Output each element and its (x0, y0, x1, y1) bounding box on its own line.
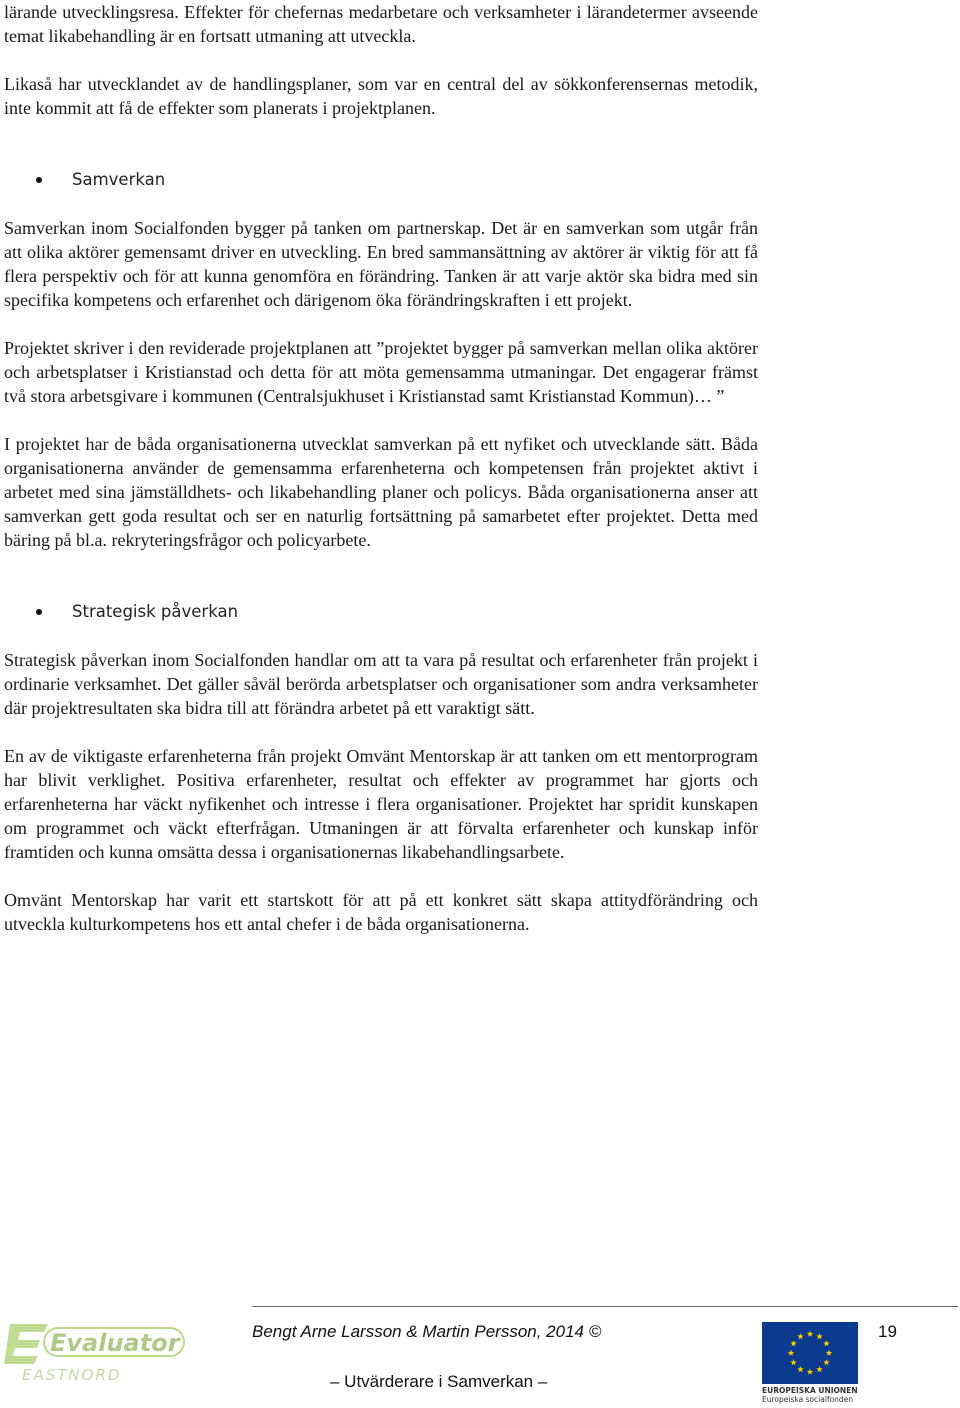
paragraph-gap (4, 144, 758, 168)
heading-label: Strategisk påverkan (72, 602, 239, 621)
evaluator-logo-subtext: EASTNORD (22, 1366, 122, 1384)
paragraph: Strategisk påverkan inom Socialfonden handlar om att ta vara på resultat och erfarenheter från projekt i ordinarie verksamhet. Det gäller såväl berörda arbetsplatser och organisationer som andra verksamheter där projektresultaten ska bidra till att förändra arbetet på ett varaktigt sätt. (4, 650, 758, 718)
bullet-icon (36, 609, 42, 615)
footer-authors (252, 1322, 601, 1342)
paragraph-gap (4, 48, 758, 72)
evaluator-logo (4, 1318, 190, 1388)
paragraph-gap (4, 552, 758, 576)
document-page (4, 0, 758, 936)
footer-subtitle: – Utvärderare i Samverkan – (330, 1372, 548, 1391)
paragraph-gap (4, 312, 758, 336)
copyright-icon: © (588, 1322, 602, 1341)
footer-authors-text: Bengt Arne Larsson & Martin Persson, 2014 (252, 1322, 584, 1341)
paragraph: Projektet skriver i den reviderade projektplanen att ”projektet bygger på samverkan mellan olika aktörer och arbetsplatser i Kristianstad och detta för att möta gemensamma utmaningar. Det engagerar främst två stora arbetsgivare i kommunen (Centralsjukhuset i Kristianstad samt Kristianstad Kommun)… ” (4, 338, 758, 406)
paragraph: Omvänt Mentorskap har varit ett startskott för att på ett konkret sätt skapa attitydförändring och utveckla kulturkompetens hos ett antal chefer i de båda organisationerna. (4, 890, 758, 934)
paragraph-gap (4, 576, 758, 600)
paragraph-gap (4, 720, 758, 744)
paragraph-gap (4, 624, 758, 648)
paragraph: En av de viktigaste erfarenheterna från projekt Omvänt Mentorskap är att tanken om ett mentorprogram har blivit verklighet. Positiva erfarenheter, resultat och effekter av programmet har gjorts och erfarenheterna har väckt nyfikenhet och intresse i flera organisationer. Projektet har spridit kunskapen om programmet och väckt efterfrågan. Utmaningen är att förvalta erfarenheter och kunskap inför framtiden och kunna omsätta dessa i organisationernas likabehandlingsarbete. (4, 746, 758, 862)
page-number: 19 (878, 1322, 897, 1341)
paragraph-gap (4, 408, 758, 432)
paragraph-gap (4, 192, 758, 216)
paragraph: lärande utvecklingsresa. Effekter för chefernas medarbetare och verksamheter i lärandetermer avseende temat likabehandling är en fortsatt utmaning att utveckla. (4, 2, 758, 46)
footer-divider (252, 1306, 958, 1307)
paragraph: Likaså har utvecklandet av de handlingsplaner, som var en central del av sökkonferensernas metodik, inte kommit att få de effekter som planerats i projektplanen. (4, 74, 758, 118)
paragraph-gap (4, 120, 758, 144)
bullet-icon (36, 177, 42, 183)
eu-flag-icon (762, 1322, 858, 1384)
paragraph: Samverkan inom Socialfonden bygger på tanken om partnerskap. Det är en samverkan som utgår från att olika aktörer gemensamt driver en utveckling. En bred sammansättning av aktörer är viktig för att få flera perspektiv och för att kunna genomföra en förändring. Tanken är att varje aktör ska bidra med sin specifika kompetens och erfarenhet och därigenom öka förändringskraften i ett projekt. (4, 218, 758, 310)
eu-logo (762, 1322, 858, 1402)
eu-caption (762, 1386, 858, 1404)
heading-label: Samverkan (72, 170, 166, 189)
evaluator-logo-text: Evaluator (50, 1329, 180, 1357)
section-heading-strategisk-paverkan (4, 600, 758, 624)
paragraph-gap (4, 864, 758, 888)
eu-caption-line2: Europeiska socialfonden (762, 1395, 854, 1404)
paragraph: I projektet har de båda organisationerna utvecklat samverkan på ett nyfiket och utvecklande sätt. Båda organisationerna använder de gemensamma erfarenheterna och kompetensen från projektet aktivt i arbetet med sina jämställdhets- och likabehandling planer och policys. Båda organisationerna anser att samverkan gett goda resultat och ser en naturlig fortsättning på samarbetet efter projektet. Detta med bäring på bl.a. rekryteringsfrågor och policyarbete. (4, 434, 758, 550)
section-heading-samverkan (4, 168, 758, 192)
eu-caption-line1: EUROPEISKA UNIONEN (762, 1386, 858, 1395)
